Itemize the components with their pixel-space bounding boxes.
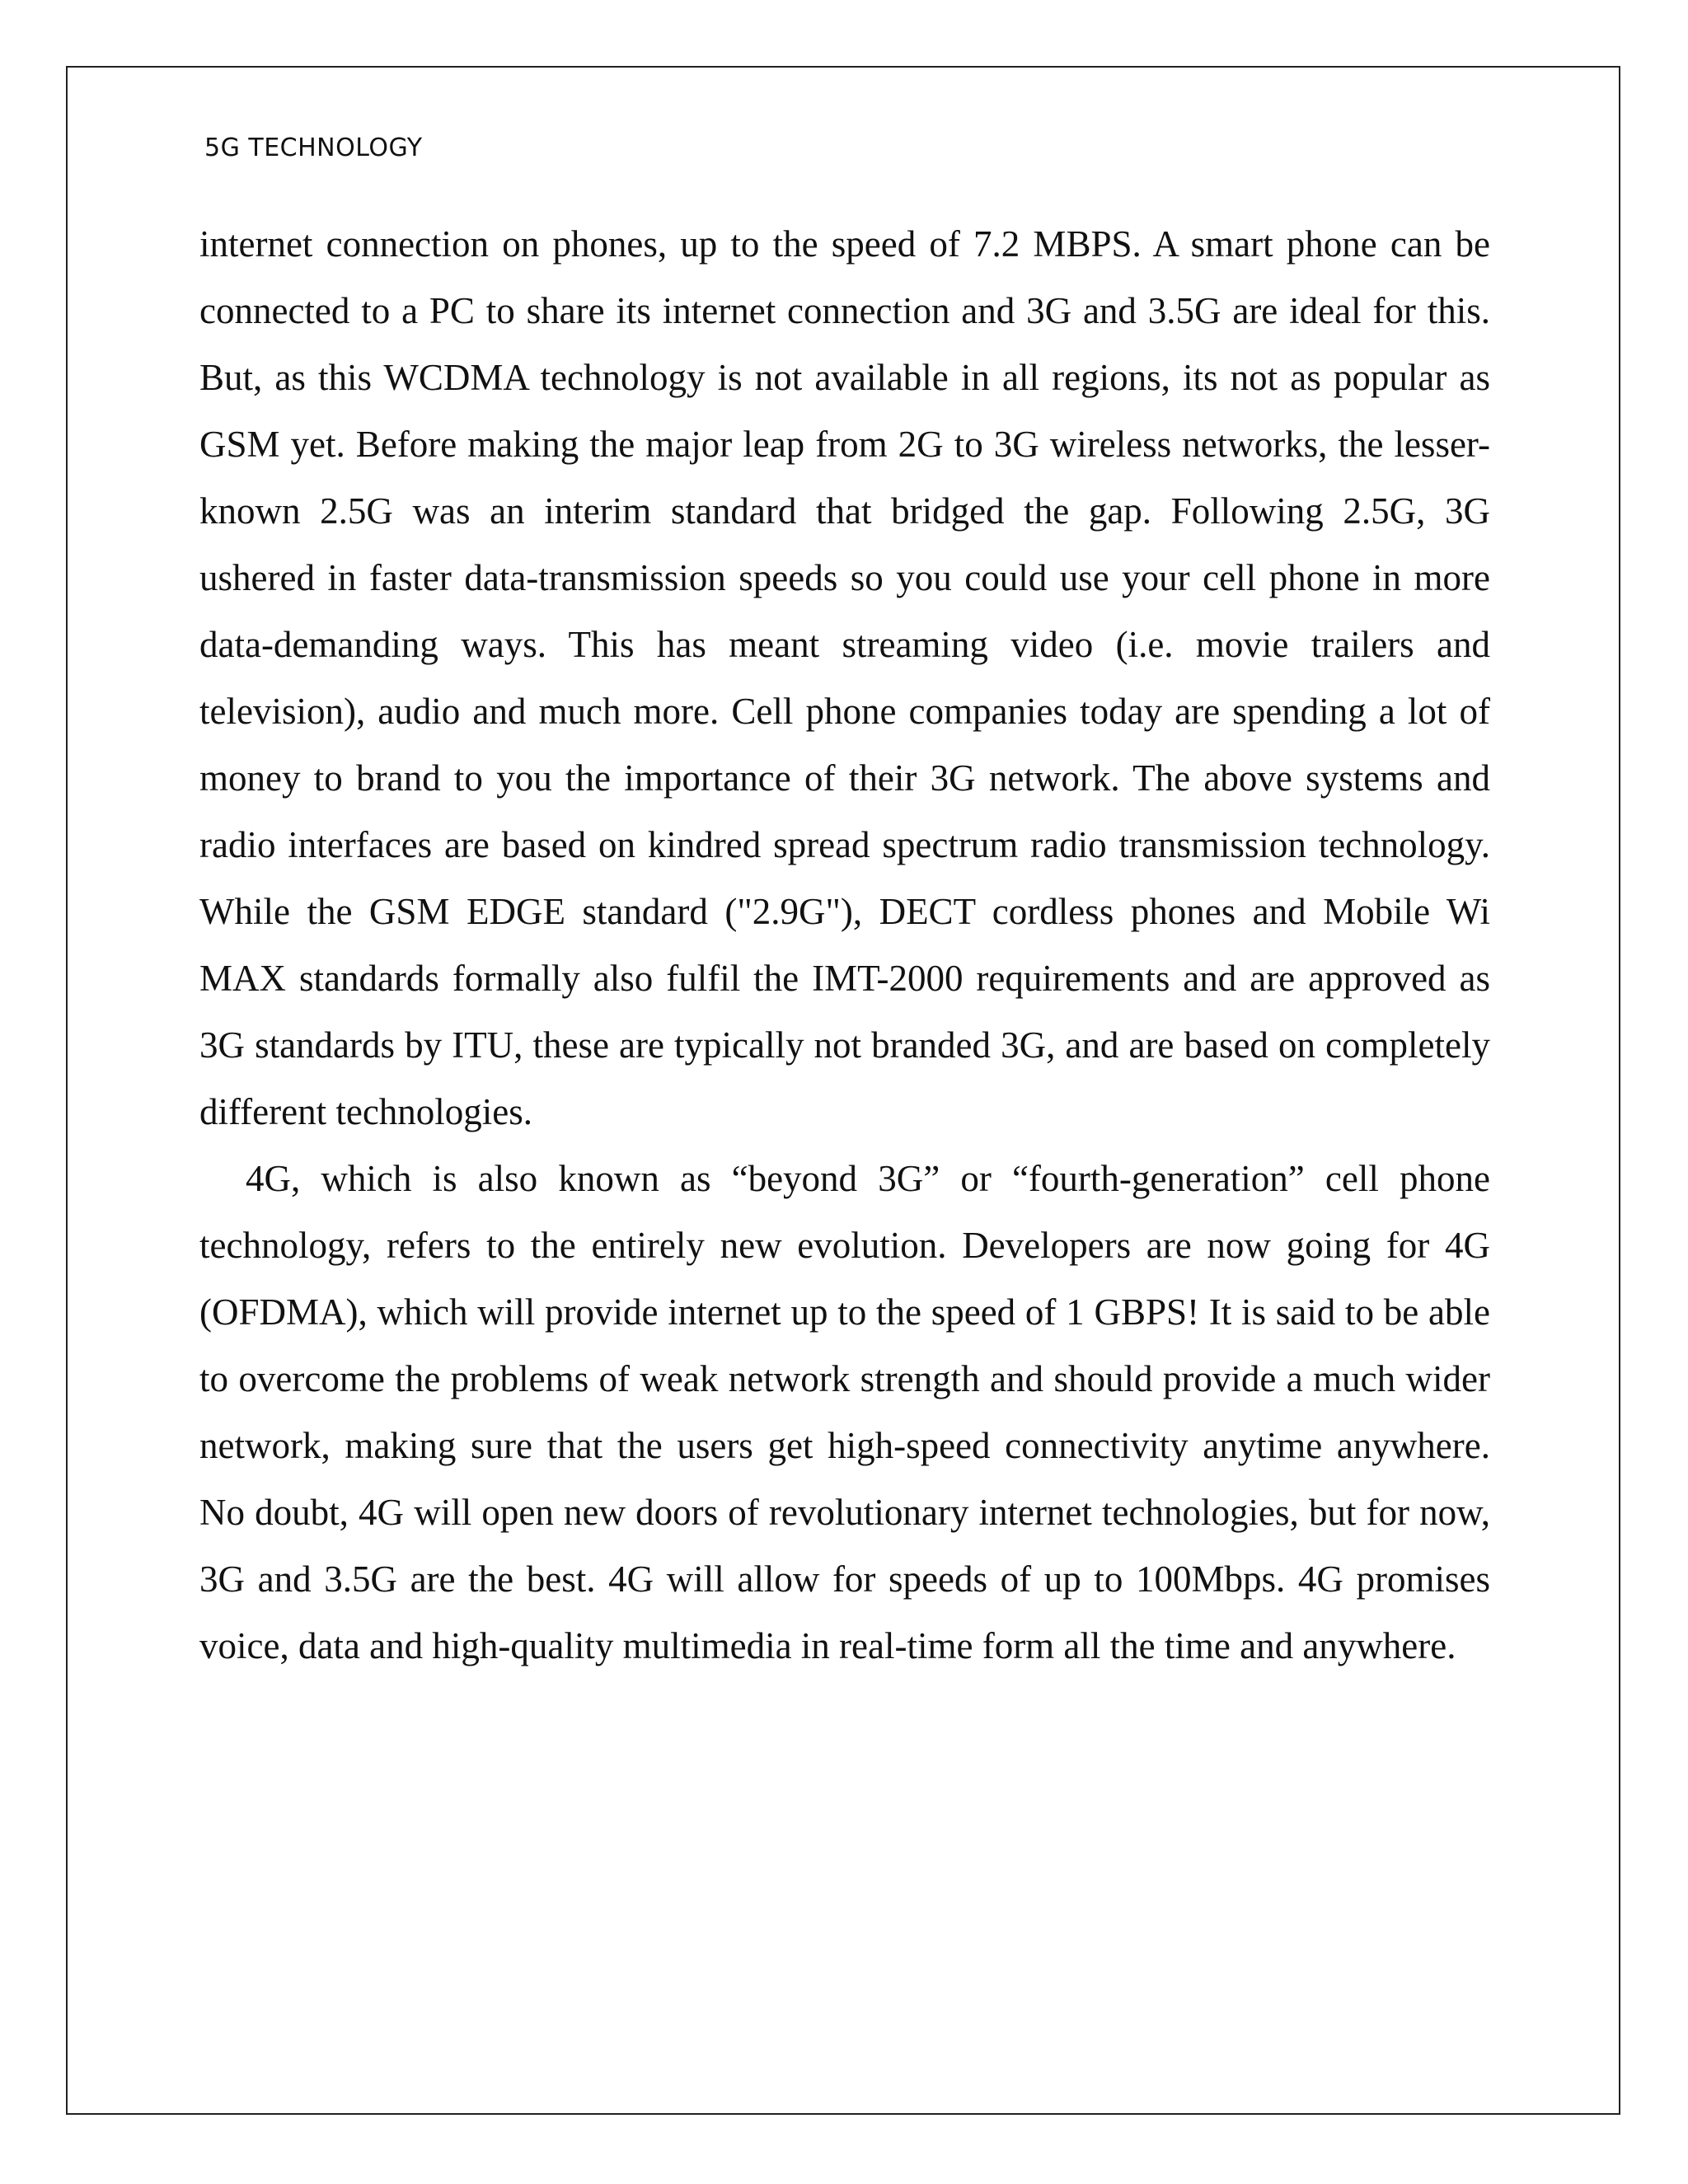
paragraph-4g: 4G, which is also known as “beyond 3G” or “fourth-generation” cell phone technology, refers to the entirely new evolution. Developers are now going for 4G (OFDMA), which will provide internet up to the speed of 1 GBPS! It is said to be able to overcome the problems of weak network strength and should provide a much wider network, making sure that the users get high-speed connectivity anytime anywhere. No doubt, 4G will open new doors of revolutionary internet technologies, but for now, 3G and 3.5G are the best. 4G will allow for speeds of up to 100Mbps. 4G promises voice, data and high-quality multimedia in real-time form all the time and anywhere. (199, 1158, 1490, 1666)
paragraph-3g: internet connection on phones, up to the speed of 7.2 MBPS. A smart phone can be connected to a PC to share its internet connection and 3G and 3.5G are ideal for this. But, as this WCDMA technology is not available in all regions, its not as popular as GSM yet. Before making the major leap from 2G to 3G wireless networks, the lesser-known 2.5G was an interim standard that bridged the gap. Following 2.5G, 3G ushered in faster data-transmission speeds so you could use your cell phone in more data-demanding ways. This has meant streaming video (i.e. movie trailers and television), audio and much more. Cell phone companies today are spending a lot of money to brand to you the importance of their 3G network. The above systems and radio interfaces are based on kindred spread spectrum radio transmission technology. While the GSM EDGE standard ("2.9G"), DECT cordless phones and Mobile Wi MAX standards formally also fulfil the IMT-2000 requirements and are approved as 3G standards by ITU, these are typically not branded 3G, and are based on completely different technologies. (199, 223, 1490, 1132)
document-body (199, 211, 1490, 1680)
running-header: 5G TECHNOLOGY (204, 134, 423, 162)
